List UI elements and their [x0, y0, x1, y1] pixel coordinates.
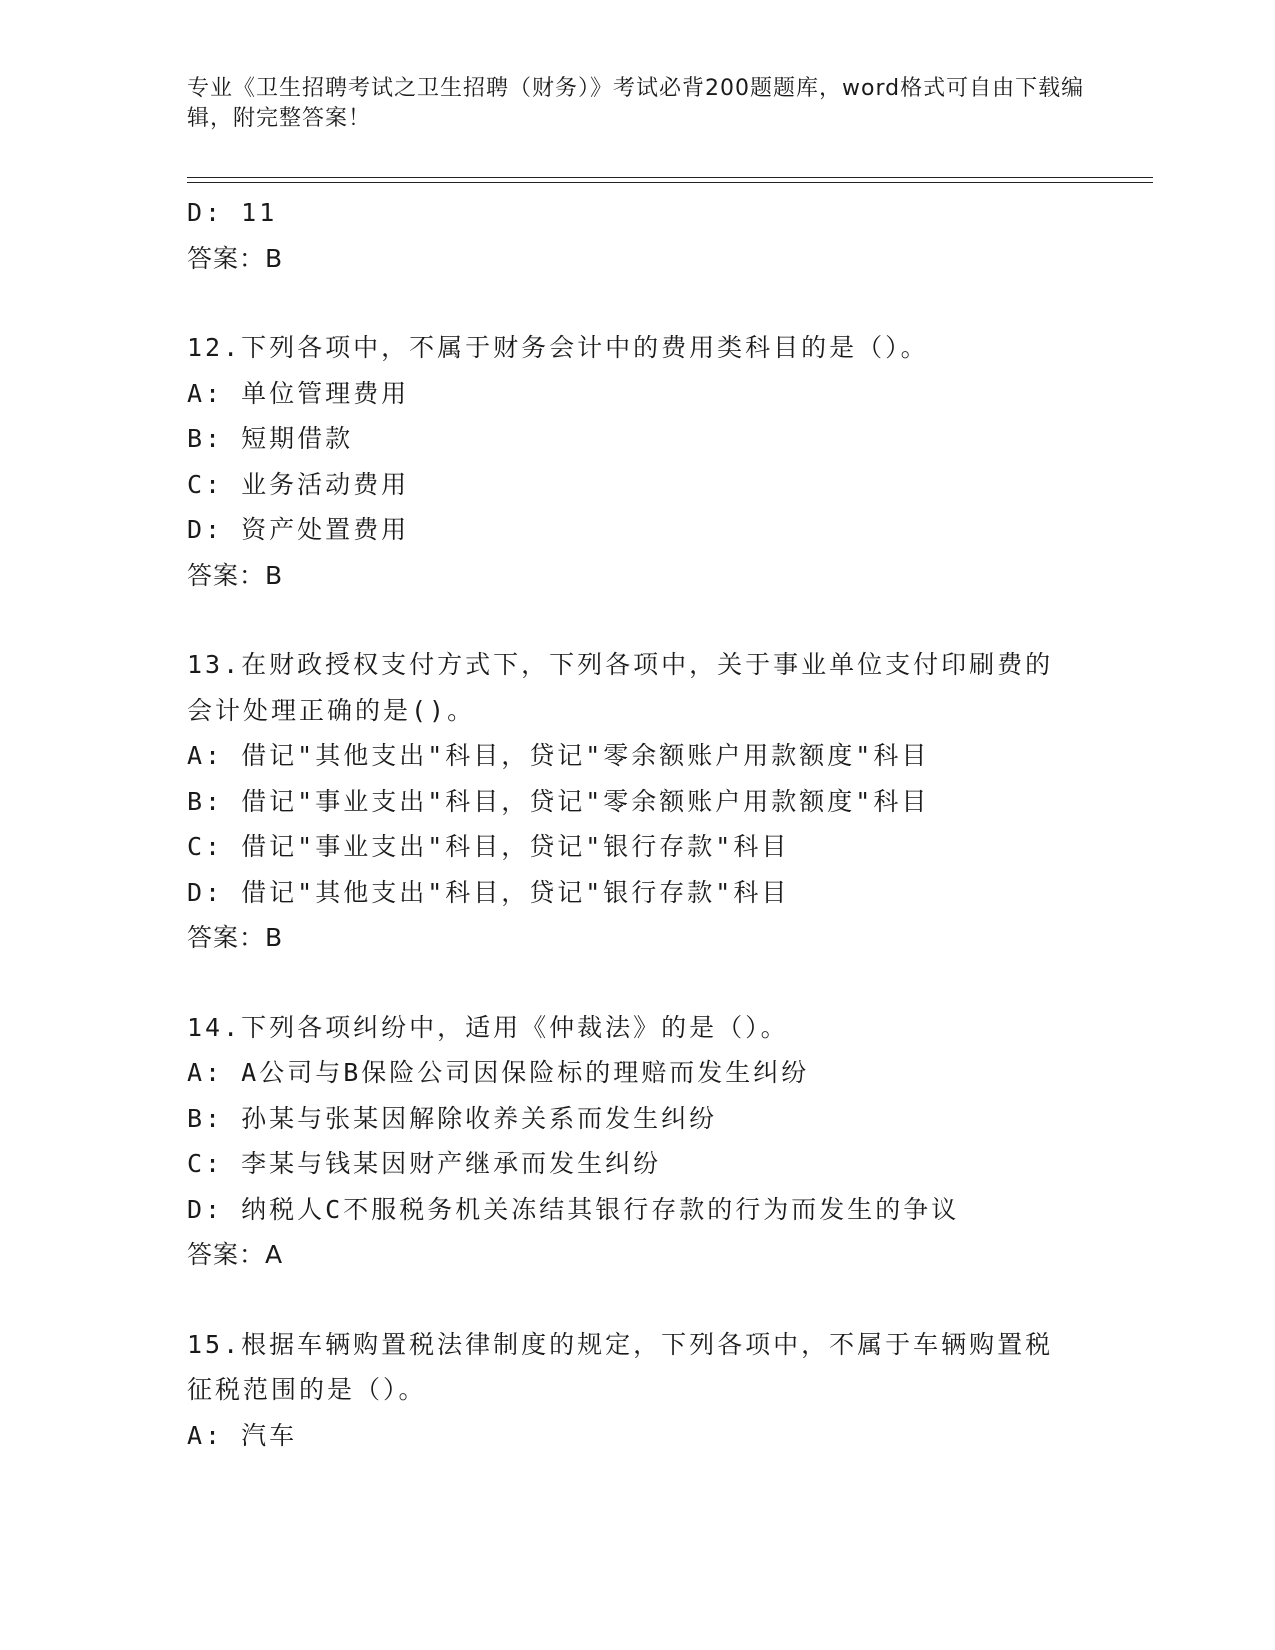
option-b: B: 孙某与张某因解除收养关系而发生纠纷	[187, 1103, 718, 1133]
option-c: C: 业务活动费用	[187, 469, 410, 499]
question-stem: 13.在财政授权支付方式下，下列各项中，关于事业单位支付印刷费的	[187, 650, 1054, 679]
option-a: A: 汽车	[187, 1420, 298, 1450]
answer: 答案：B	[187, 243, 284, 273]
option-a: A: A公司与B保险公司因保险标的理赔而发生纠纷	[187, 1058, 810, 1087]
question-stem: 14.下列各项纠纷中，适用《仲裁法》的是（）。	[187, 1012, 789, 1042]
question-stem-continued: 征税范围的是（）。	[187, 1375, 427, 1404]
option-b: B: 短期借款	[187, 424, 354, 453]
header-divider-top	[187, 177, 1153, 178]
document-header: 专业《卫生招聘考试之卫生招聘（财务）》考试必背200题题库，word格式可自由下载编辑，附完整答案！	[187, 76, 1085, 131]
option-c: C: 借记"事业支出"科目，贷记"银行存款"科目	[187, 832, 790, 861]
answer: 答案：B	[187, 923, 284, 952]
question-list	[187, 190, 1087, 1458]
option-d: D: 11	[187, 198, 278, 227]
option-c: C: 李某与钱某因财产继承而发生纠纷	[187, 1149, 662, 1178]
question-stem: 15.根据车辆购置税法律制度的规定，下列各项中，不属于车辆购置税	[187, 1329, 1054, 1359]
answer: 答案：B	[187, 560, 284, 590]
option-d: D: 纳税人C不服税务机关冻结其银行存款的行为而发生的争议	[187, 1194, 960, 1224]
question-stem: 12.下列各项中，不属于财务会计中的费用类科目的是（）。	[187, 333, 929, 362]
answer: 答案：A	[187, 1240, 284, 1269]
option-d: D: 资产处置费用	[187, 515, 410, 544]
option-a: A: 借记"其他支出"科目，贷记"零余额账户用款额度"科目	[187, 741, 930, 770]
option-a: A: 单位管理费用	[187, 378, 410, 408]
option-b: B: 借记"事业支出"科目，贷记"零余额账户用款额度"科目	[187, 786, 930, 816]
header-divider-bottom	[187, 182, 1153, 183]
option-d: D: 借记"其他支出"科目，贷记"银行存款"科目	[187, 877, 790, 907]
question-stem-continued: 会计处理正确的是()。	[187, 695, 476, 725]
